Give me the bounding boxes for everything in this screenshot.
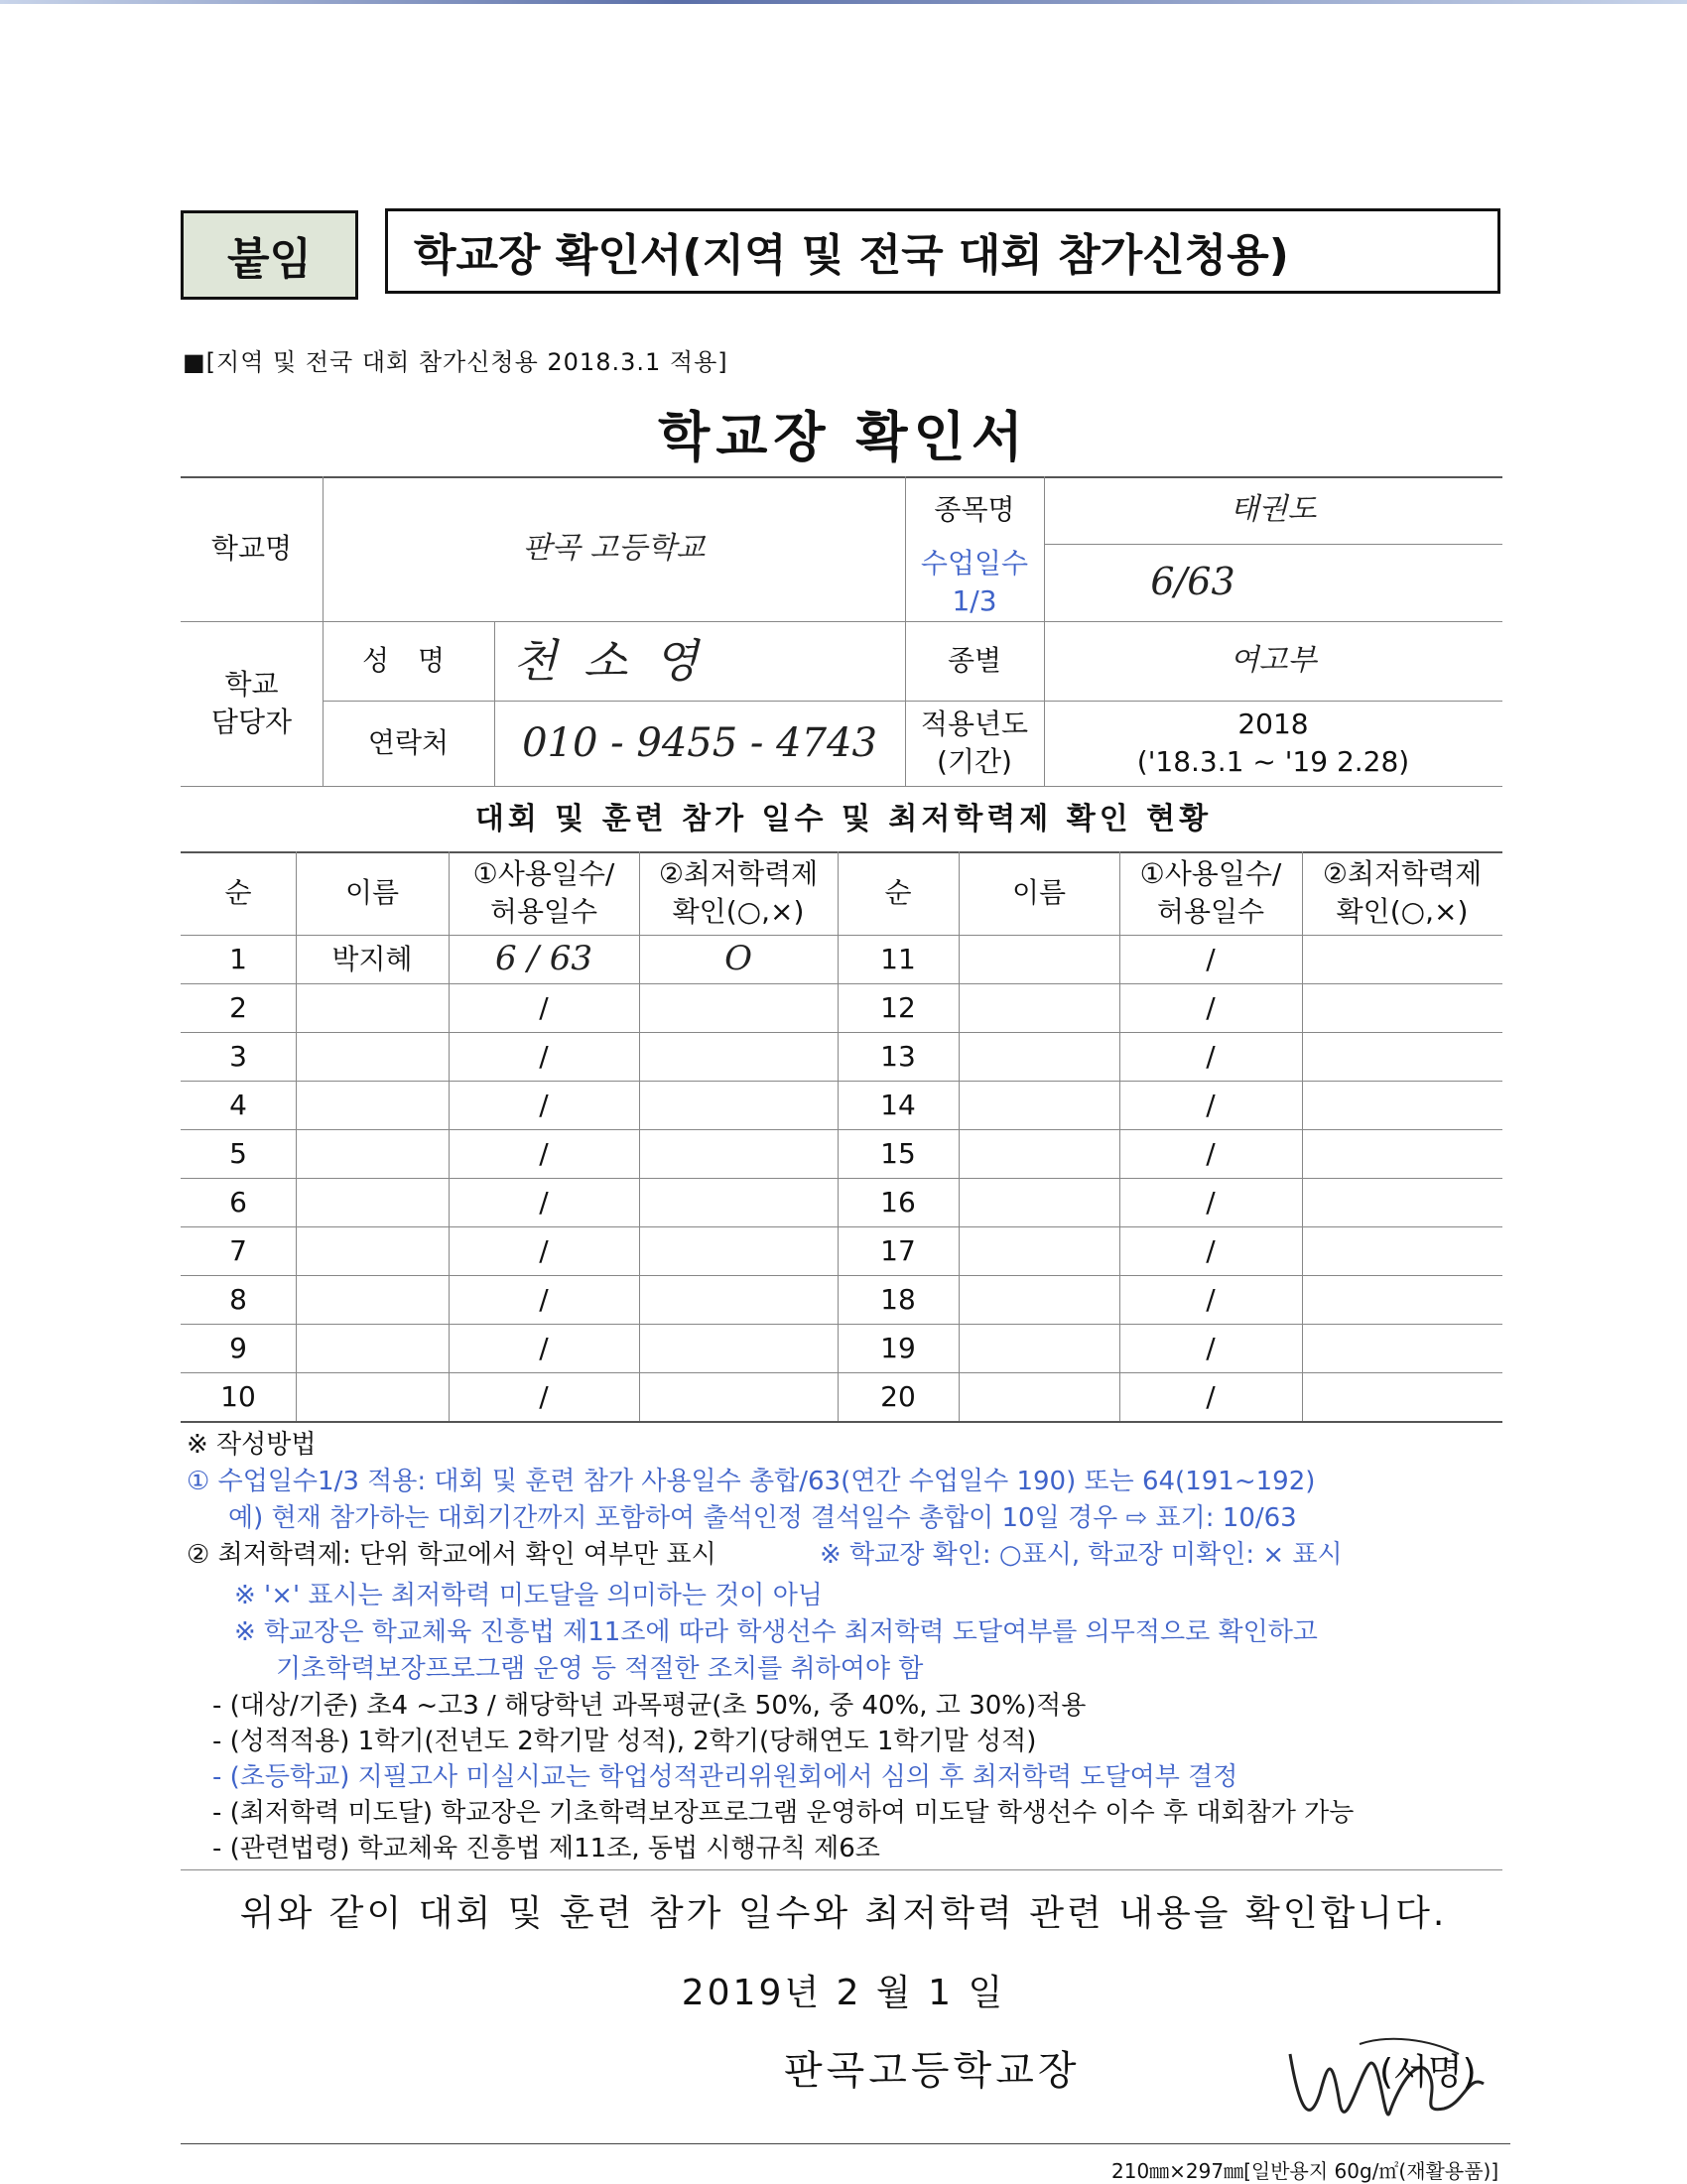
table-cell-check <box>1302 1275 1502 1324</box>
table-cell-no: 18 <box>880 1282 916 1316</box>
table-cell-name <box>959 1275 1119 1324</box>
table-cell-no: 8 <box>229 1282 247 1316</box>
footer-rule <box>181 2143 1510 2144</box>
table-cell-no: 11 <box>880 942 916 975</box>
table-cell-check <box>1302 1081 1502 1129</box>
confirmation-statement: 위와 같이 대회 및 훈련 참가 일수와 최저학력 관련 내용을 확인합니다. <box>239 1893 1448 1934</box>
table-cell-name <box>296 1032 449 1081</box>
table-cell-days: / <box>1206 1185 1216 1219</box>
table-cell-days: / <box>1206 942 1216 975</box>
table-cell-no: 1 <box>229 942 247 975</box>
table-cell-days: / <box>539 1233 549 1267</box>
year-value <box>1044 701 1502 786</box>
document-box-title: 학교장 확인서(지역 및 전국 대회 참가신청용) <box>385 208 1500 294</box>
table-cell-no: 9 <box>229 1331 247 1364</box>
table-cell-name <box>959 1178 1119 1226</box>
header-days-line2: 허용일수 <box>1156 895 1265 928</box>
table-cell-no: 19 <box>880 1331 916 1364</box>
header-no: 순 <box>224 876 252 910</box>
table-cell-check <box>639 1081 838 1129</box>
table-cell-check <box>1302 1178 1502 1226</box>
note-3: ※ '×' 표시는 최저학력 미도달을 의미하는 것이 아님 <box>234 1581 823 1610</box>
detail-not-reached: - (최저학력 미도달) 학교장은 기초학력보장프로그램 운영하여 미도달 학생선수 이수 후 대회참가 가능 <box>212 1798 1355 1828</box>
year-label-line1: 적용년도 <box>920 707 1029 741</box>
year-label-line2: (기간) <box>937 745 1012 778</box>
table-cell-check <box>639 1324 838 1372</box>
table-cell-name <box>296 1372 449 1421</box>
table-cell-no: 13 <box>880 1039 916 1073</box>
sport-value: 태권도 <box>1230 491 1317 527</box>
note-1-line2: 예) 현재 참가하는 대회기간까지 포함하여 출석인정 결석일수 총합이 10일 경우 ⇨ 표기: 10/63 <box>228 1503 1297 1533</box>
table-cell-name <box>296 1178 449 1226</box>
detail-elementary: - (초등학교) 지필고사 미실시교는 학업성적관리위원회에서 심의 후 최저학력 도달여부 결정 <box>212 1762 1238 1792</box>
detail-laws: - (관련법령) 학교체육 진흥법 제11조, 동법 시행규칙 제6조 <box>212 1834 880 1863</box>
table-cell-check <box>1302 935 1502 983</box>
class-days-label-line1: 수업일수 <box>920 547 1029 580</box>
header-min-line2: 확인(○,×) <box>1336 895 1469 928</box>
header-name: 이름 <box>344 876 400 910</box>
table-cell-no: 7 <box>229 1233 247 1267</box>
application-note: ■[지역 및 전국 대회 참가신청용 2018.3.1 적용] <box>183 348 728 376</box>
table-cell-days: / <box>539 1136 549 1170</box>
table-cell-days: / <box>1206 1039 1216 1073</box>
table-cell-days: / <box>539 1282 549 1316</box>
table-cell-check <box>639 1226 838 1275</box>
note-4-line1: ※ 학교장은 학교체육 진흥법 제11조에 따라 학생선수 최저학력 도달여부를 의무적으로 확인하고 <box>234 1617 1318 1647</box>
note-4-line2: 기초학력보장프로그램 운영 등 적절한 조치를 취하여야 함 <box>276 1654 924 1684</box>
table-cell-no: 10 <box>220 1379 256 1413</box>
school-value: 판곡 고등학교 <box>522 530 706 566</box>
table-cell-days: / <box>1206 1088 1216 1121</box>
manager-label-line1: 학교 <box>224 668 279 702</box>
scan-top-edge <box>0 0 1687 4</box>
table-cell-check <box>1302 1032 1502 1081</box>
header-no: 순 <box>884 876 912 910</box>
header-days-line1: ①사용일수/ <box>472 857 615 891</box>
table-cell-check <box>639 1032 838 1081</box>
confirmation-date: 2019년 2 월 1 일 <box>681 1973 1006 2013</box>
paper-spec: 210㎜×297㎜[일반용지 60g/㎡(재활용품)] <box>1111 2159 1499 2183</box>
table-cell-no: 3 <box>229 1039 247 1073</box>
school-label: 학교명 <box>210 532 293 566</box>
table-cell-no: 20 <box>880 1379 916 1413</box>
table-cell-name <box>959 1129 1119 1178</box>
signature-seal-label: (서명) <box>1379 2052 1477 2093</box>
table-cell-check <box>639 983 838 1032</box>
header-min-line1: ②최저학력제 <box>658 857 819 891</box>
table-cell-no: 2 <box>229 990 247 1024</box>
detail-target: - (대상/기준) 초4 ~고3 / 해당학년 과목평균(초 50%, 중 40%, 고 30%)적용 <box>212 1691 1087 1721</box>
header-days-line1: ①사용일수/ <box>1139 857 1282 891</box>
table-cell-name <box>959 983 1119 1032</box>
table-cell-check <box>1302 983 1502 1032</box>
table-cell-days: / <box>1206 1331 1216 1364</box>
table-cell-days: / <box>1206 1233 1216 1267</box>
table-cell-check <box>1302 1372 1502 1421</box>
table-cell-name <box>296 1275 449 1324</box>
header-min-line2: 확인(○,×) <box>672 895 805 928</box>
year-label <box>905 701 1044 786</box>
table-cell-check <box>1302 1324 1502 1372</box>
attachment-tag: 붙임 <box>181 210 358 300</box>
table-cell-days: / <box>1206 1136 1216 1170</box>
table-cell-no: 4 <box>229 1088 247 1121</box>
manager-label-line2: 담당자 <box>210 706 293 738</box>
header-days <box>1119 851 1302 935</box>
table-cell-days: / <box>539 1379 549 1413</box>
table-bottom-rule <box>181 1421 1502 1423</box>
table-cell-no: 6 <box>229 1185 247 1219</box>
table-cell-name <box>959 1372 1119 1421</box>
table-cell-name <box>959 1081 1119 1129</box>
class-days-value: 6/63 <box>1150 560 1235 604</box>
table-cell-no: 17 <box>880 1233 916 1267</box>
table-cell-days: / <box>1206 990 1216 1024</box>
table-cell-name <box>296 1129 449 1178</box>
class-days-label-line2: 1/3 <box>952 584 997 617</box>
category-label: 종별 <box>947 644 1002 678</box>
table-cell-days: / <box>539 1039 549 1073</box>
header-days <box>449 851 639 935</box>
table-cell-check <box>639 1275 838 1324</box>
table-cell-check <box>1302 1226 1502 1275</box>
notes-rule <box>181 1869 1502 1870</box>
header-min-score <box>1302 851 1502 935</box>
table-cell-days: / <box>1206 1282 1216 1316</box>
table-cell-no: 14 <box>880 1088 916 1121</box>
sport-label: 종목명 <box>934 493 1015 527</box>
contact-value: 010 - 9455 - 4743 <box>522 720 877 766</box>
contact-label: 연락처 <box>367 726 450 760</box>
year-value-period: ('18.3.1 ~ '19 2.28) <box>1136 745 1410 778</box>
table-cell-name <box>296 1081 449 1129</box>
table-cell-name <box>959 935 1119 983</box>
note-2-main: ② 최저학력제: 단위 학교에서 확인 여부만 표시 <box>187 1540 716 1570</box>
table-cell-no: 15 <box>880 1136 916 1170</box>
header-min-line1: ②최저학력제 <box>1322 857 1483 891</box>
note-2-marks: ※ 학교장 확인: ○표시, 학교장 미확인: × 표시 <box>820 1540 1343 1570</box>
table-cell-no: 5 <box>229 1136 247 1170</box>
table-cell-check <box>639 1178 838 1226</box>
table-cell-name <box>296 1324 449 1372</box>
category-value: 여고부 <box>1230 642 1317 678</box>
manager-label <box>181 621 323 786</box>
principal-title: 판곡고등학교장 <box>784 2048 1081 2094</box>
note-1-line1: ① 수업일수1/3 적용: 대회 및 훈련 참가 사용일수 총합/63(연간 수업일수 190) 또는 64(191~192) <box>187 1467 1316 1496</box>
table-cell-days: 6 / 63 <box>495 938 592 978</box>
table-cell-days: / <box>1206 1379 1216 1413</box>
table-cell-check <box>639 1372 838 1421</box>
table-cell-no: 12 <box>880 990 916 1024</box>
table-cell-name <box>959 1032 1119 1081</box>
header-days-line2: 허용일수 <box>489 895 598 928</box>
table-cell-days: / <box>539 990 549 1024</box>
table-cell-name <box>959 1226 1119 1275</box>
table-cell-check <box>1302 1129 1502 1178</box>
header-min-score <box>639 851 838 935</box>
main-title: 학교장 확인서 <box>658 406 1029 468</box>
section-title: 대회 및 훈련 참가 일수 및 최저학력제 확인 현황 <box>474 802 1213 836</box>
table-cell-name <box>296 1226 449 1275</box>
table-cell-name <box>959 1324 1119 1372</box>
manager-name-value: 천 소 영 <box>512 633 705 688</box>
table-cell-days: / <box>539 1331 549 1364</box>
detail-grade-period: - (성적적용) 1학기(전년도 2학기말 성적), 2학기(당해연도 1학기말 성적) <box>212 1727 1037 1756</box>
table-cell-no: 16 <box>880 1185 916 1219</box>
table-cell-check <box>639 1129 838 1178</box>
name-label: 성 명 <box>362 644 454 678</box>
table-cell-days: / <box>539 1185 549 1219</box>
class-days-label <box>905 544 1044 621</box>
header-name: 이름 <box>1011 876 1067 910</box>
table-cell-name: 박지혜 <box>331 942 413 975</box>
notes-heading: ※ 작성방법 <box>187 1430 317 1460</box>
table-cell-name <box>296 983 449 1032</box>
table-cell-days: / <box>539 1088 549 1121</box>
year-value-year: 2018 <box>1237 707 1309 741</box>
info-rule <box>181 786 1502 787</box>
table-cell-check: O <box>724 938 752 978</box>
